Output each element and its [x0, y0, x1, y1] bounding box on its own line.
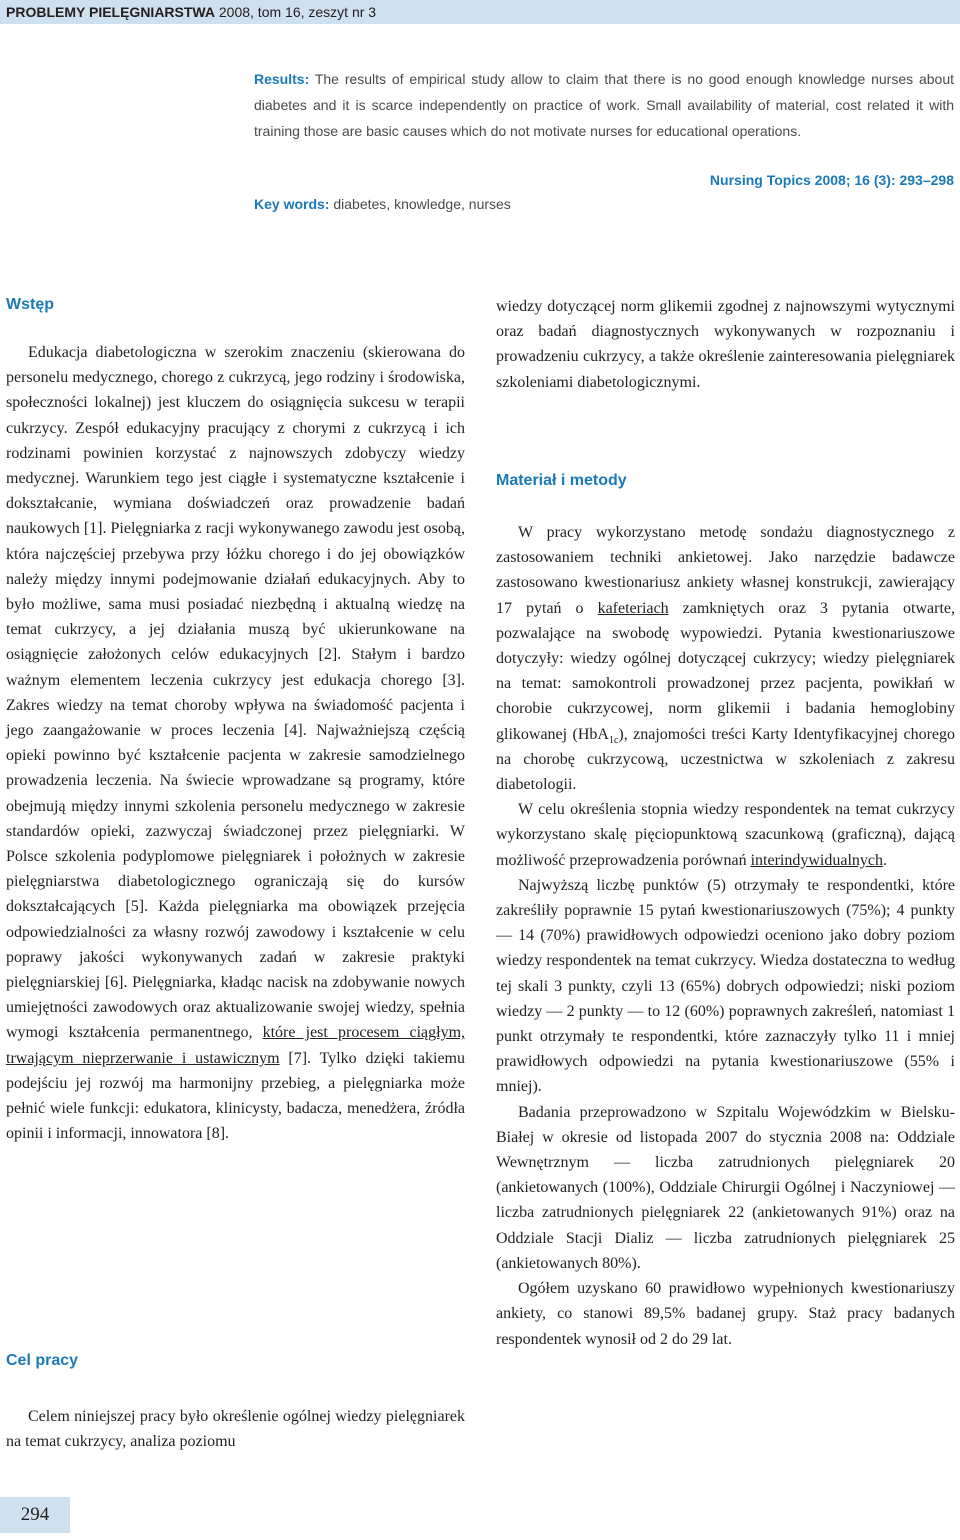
paragraph-methods-5: Ogółem uzyskano 60 prawidłowo wypełnionych kwestionariuszy ankiety, co stanowi 89,5% badanej grupy. Staż pracy badanych respondentek wynosił od 2 do 29 lat.: [496, 1280, 955, 1348]
right-column: [496, 294, 955, 395]
page-number: 294: [0, 1497, 70, 1533]
keywords-label: Key words:: [254, 196, 330, 212]
journal-name: PROBLEMY PIELĘGNIARSTWA: [6, 4, 215, 20]
paragraph-methods-1: [496, 520, 955, 797]
left-column: [6, 340, 465, 1147]
paragraph-continuation: wiedzy dotyczącej norm glikemii zgodnej z najnowszymi wytycznymi oraz badań diagnostycznych wykonywanych w rozpoznaniu i prowadzeniu cukrzycy, a także określenie zainteresowania pielęgniarek szkoleniami diabetologicznymi.: [496, 298, 955, 391]
section-heading-material-i-metody: Materiał i metody: [496, 472, 627, 489]
results-label: Results:: [254, 71, 310, 87]
methods-1-text-a: W pracy wykorzystano metodę sondażu diagnostycznego z zastosowaniem techniki ankietowej. Jako narzędzie badawcze zastosowano kwestionariusz ankiety własnej konstrukcji, zawierający 17 pytań o: [496, 524, 955, 617]
cel-text: Celem niniejszej pracy było określenie ogólnej wiedzy pielęgniarek na temat cukrzycy, analiza poziomu: [6, 1408, 465, 1451]
paragraph-methods-4: Badania przeprowadzono w Szpitalu Wojewódzkim w Bielsku-Białej w okresie od listopada 2007 do stycznia 2008 na: Oddziale Wewnętrznym — liczba zatrudnionych pielęgniarek 20 (ankietowanych (100%), Oddziale Chirurgii Ogólnej i Naczyniowej — liczba zatrudnionych pielęgniarek 22 (ankietowanych 91%) oraz na Oddziale Stacji Dializ — liczba zatrudnionych pielęgniarek 25 (ankietowanych 80%).: [496, 1103, 955, 1272]
methods-1-text-c: ), znajomości treści Karty Identyfikacyjnej chorego na chorobę cukrzycową, uczestnictwa w szkoleniach z zakresu diabetologii.: [496, 725, 956, 794]
hba-subscript: 1c: [608, 734, 619, 746]
citation: Nursing Topics 2008; 16 (3): 293–298: [709, 172, 954, 188]
section-heading-cel-pracy: Cel pracy: [6, 1352, 79, 1369]
intro-underlined-text: które jest procesem ciągłym, trwającym nieprzerwanie i ustawicznym: [6, 1024, 466, 1067]
keywords: [254, 196, 511, 212]
issue-info: 2008, tom 16, zeszyt nr 3: [218, 4, 377, 20]
results-text: The results of empirical study allow to claim that there is no good enough knowledge nurses about diabetes and it is scarce independently on practice of work. Small availability of material, cost related it with training those are basic causes which do not motivate nurses for educational operations.: [254, 71, 955, 139]
paragraph-methods-3: Najwyższą liczbę punktów (5) otrzymały te respondentki, które zakreśliły poprawnie 15 pytań kwestionariuszowych (75%); 4 punkty — 14 (70%) prawidłowych odpowiedzi oceniono jako dobry poziom wiedzy respondentek na temat cukrzycy. Wiedza dostateczna to według tej skali 3 punkty, czyli 13 (65%) dobrych odpowiedzi; niski poziom wiedzy — 2 punkty — to 12 (60%) poprawnych zakreśleń, natomiast 1 punkt otrzymały te respondentki, które zaznaczyły tylko 11 i mniej prawidłowych odpowiedzi na pytania kwestionariuszowe (55% i mniej).: [496, 876, 955, 1096]
keywords-text: diabetes, knowledge, nurses: [333, 196, 511, 212]
abstract-results: [254, 66, 954, 144]
paragraph-methods-2: [496, 797, 955, 873]
intro-end-text: [7]. Tylko dzięki takiemu podejściu jej rozwój ma harmonijny przebieg, a pielęgniarka może pełnić wiele funkcji: edukatora, klinicysty, badacza, menedżera, źródła opinii i informacji, innowatora [8].: [6, 1049, 465, 1143]
running-header: [0, 0, 960, 24]
section-heading-wstep: Wstęp: [6, 296, 54, 313]
paragraph-cel-pracy: [6, 1404, 465, 1454]
methods-1-text-b: zamkniętych oraz 3 pytania otwarte, pozwalające na swobodę wypowiedzi. Pytania kwestionariuszowe dotyczyły: wiedzy ogólnej dotyczącej cukrzycy; wiedzy pielęgniarek na temat: samokontroli prowadzonej przez pacjenta, powikłań w chorobie cukrzycowej, norm glikemii i badania hemoglobiny glikowanej (HbA: [496, 599, 956, 743]
methods-2-text-b: .: [883, 851, 887, 869]
methods-1-underlined: kafeteriach: [597, 599, 669, 617]
intro-text: Edukacja diabetologiczna w szerokim znaczeniu (skierowana do personelu medycznego, chorego z cukrzycą, jego rodziny i środowiska, społeczności lokalnej) jest kluczem do osiągnięcia sukcesu w terapii cukrzycy. Zespół edukacyjny pracujący z chorymi z cukrzycą i ich rodzinami powinien korzystać z najnowszych zdobyczy wiedzy medycznej. Warunkiem tego jest ciągłe i systematyczne kształcenie i dokształcanie, wymiana doświadczeń oraz prowadzenie badań naukowych [1]. Pielęgniarka z racji wykonywanego zawodu jest osobą, która najczęściej przebywa przy łóżku chorego i do jej obowiązków należy między innymi podejmowanie działań edukacyjnych. Aby to było możliwe, sama musi posiadać niezbędną i aktualną wiedzę na temat cukrzycy, a jej działania muszą być ukierunkowane na osiągnięcie założonych celów edukacyjnych [2]. Stałym i bardzo ważnym elementem leczenia cukrzycy jest edukacja chorego [3]. Zakres wiedzy na temat choroby wpływa na świadomość pacjenta i jego zaangażowanie w proces leczenia [4]. Najważniejszą częścią opieki powinno być kształcenie pacjenta w zakresie samodzielnego prowadzenia leczenia. Na świecie wprowadzane są programy, które obejmują między innymi szkolenia personelu medycznego w zakresie standardów opieki, zazwyczaj świadczonej przez pielęgniarki. W Polsce szkolenia podyplomowe pielęgniarek i położnych w zakresie pielęgniarstwa diabetologicznego ograniczają się do kursów dokształcających [5]. Każda pielęgniarka ma obowiązek przejęcia odpowiedzialności za własny rozwój zawodowy i kształcenie w celu poprawy jakości wykonywanych zadań w zakresie praktyki pielęgniarskiej [6]. Pielęgniarka, kładąc nacisk na zdobywanie nowych umiejętności zawodowych oraz aktualizowanie swojej wiedzy, spełnia wymogi kształcenia permanentnego,: [6, 344, 465, 1042]
paragraph-intro: [6, 340, 465, 1147]
methods-2-underlined: interindywidualnych: [750, 851, 883, 869]
methods-2-text-a: W celu określenia stopnia wiedzy respondentek na temat cukrzycy wykorzystano skalę pięciopunktową szacunkową (graficzną), dającą możliwość przeprowadzenia porównań: [496, 801, 955, 869]
methods-text: [496, 520, 955, 1352]
